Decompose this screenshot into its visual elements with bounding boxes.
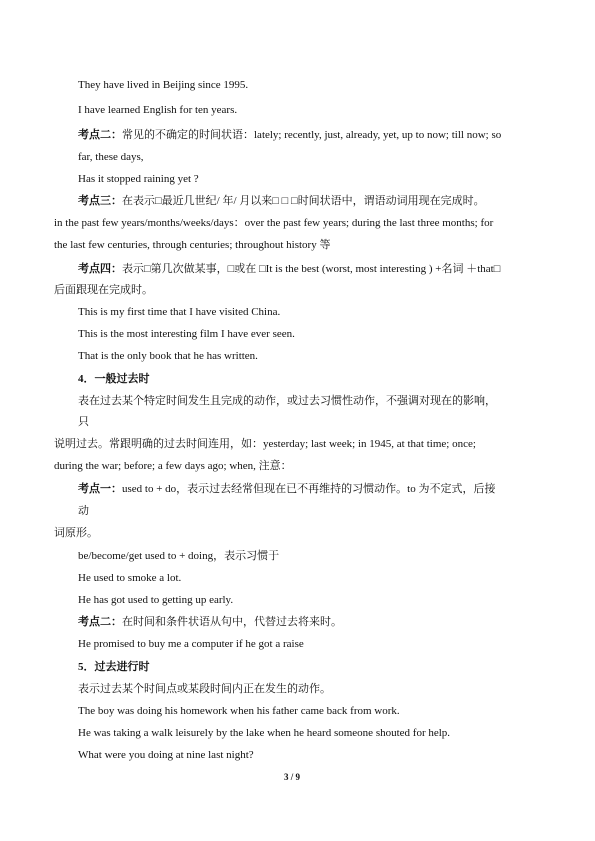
- line-text: in the past few years/months/weeks/days：over the past few years; during the last three months; for: [54, 217, 494, 229]
- line-text: They have lived in Beijing since 1995.: [78, 79, 249, 91]
- line-text: 说明过去。常跟明确的过去时间连用，如：yesterday; last week; in 1945, at that time; once;: [54, 438, 476, 450]
- text-line: [54, 437, 476, 451]
- text-line: [78, 482, 495, 496]
- line-text: be/become/get used to + doing，表示习惯于: [78, 550, 280, 562]
- line-text: 后面跟现在完成时。: [54, 284, 153, 296]
- text-line: [78, 262, 500, 276]
- text-line: [78, 704, 400, 718]
- text-line: [54, 526, 98, 540]
- line-text: This is the most interesting film I have ever seen.: [78, 328, 295, 340]
- text-line: [78, 327, 295, 341]
- text-line: [78, 349, 258, 363]
- line-text: 在表示□最近几世纪/ 年/ 月以来□ □ □时间状语中，谓语动词用现在完成时。: [122, 195, 485, 207]
- line-text: The boy was doing his homework when his father came back from work.: [78, 705, 400, 717]
- text-line: [78, 78, 248, 92]
- text-line: [78, 615, 342, 629]
- text-line: [78, 748, 254, 762]
- section-heading: 5．过去进行时: [78, 661, 150, 673]
- text-line: [78, 172, 199, 186]
- line-text: He promised to buy me a computer if he got a raise: [78, 638, 304, 650]
- text-line: [78, 305, 280, 319]
- line-text: That is the only book that he has written.: [78, 350, 258, 362]
- text-line: [78, 549, 279, 563]
- text-line: [78, 504, 89, 518]
- line-text: 表在过去某个特定时间发生且完成的动作，或过去习惯性动作，不强调对现在的影响，: [78, 395, 496, 407]
- line-text: during the war; before; a few days ago; when, 注意：: [54, 460, 292, 472]
- line-text: far, these days,: [78, 151, 144, 163]
- text-line: [78, 571, 181, 585]
- line-text: 表示□第几次做某事，□或在 □It is the best (worst, most interesting ) +名词 ＋that□: [122, 263, 501, 275]
- line-text: used to + do，表示过去经常但现在已不再维持的习惯动作。to 为不定式，后接: [122, 483, 496, 495]
- line-text: 动: [78, 505, 89, 517]
- line-text: the last few centuries, through centuries; throughout history 等: [54, 239, 331, 251]
- line-text: What were you doing at nine last night?: [78, 749, 254, 761]
- text-line: [78, 128, 501, 142]
- line-text: 只: [78, 416, 89, 428]
- line-text: He has got used to getting up early.: [78, 594, 234, 606]
- text-line: [78, 150, 144, 164]
- text-line: [54, 283, 153, 297]
- section-heading: 4．一般过去时: [78, 373, 150, 385]
- key-point-label: 考点二：: [78, 129, 122, 141]
- text-line: [78, 415, 89, 429]
- line-text: This is my first time that I have visited China.: [78, 306, 281, 318]
- line-text: 常见的不确定的时间状语：lately; recently, just, already, yet, up to now; till now; so: [122, 129, 502, 141]
- text-line: [78, 682, 331, 696]
- text-line: [54, 238, 330, 252]
- text-line: [54, 459, 292, 473]
- key-point-label: 考点一：: [78, 483, 122, 495]
- line-text: He used to smoke a lot.: [78, 572, 182, 584]
- text-line: [78, 194, 485, 208]
- text-line: [78, 637, 304, 651]
- line-text: 在时间和条件状语从句中，代替过去将来时。: [122, 616, 342, 628]
- line-text: I have learned English for ten years.: [78, 104, 238, 116]
- text-line: [78, 593, 233, 607]
- line-text: Has it stopped raining yet ?: [78, 173, 199, 185]
- line-text: 词原形。: [54, 527, 98, 539]
- text-line: [54, 216, 493, 230]
- line-text: He was taking a walk leisurely by the lake when he heard someone shouted for help.: [78, 727, 451, 739]
- page-number: 3 / 9: [284, 772, 301, 782]
- key-point-label: 考点二：: [78, 616, 122, 628]
- key-point-label: 考点四：: [78, 263, 122, 275]
- key-point-label: 考点三：: [78, 195, 122, 207]
- line-text: 表示过去某个时间点或某段时间内正在发生的动作。: [78, 683, 331, 695]
- text-line: [78, 394, 496, 408]
- text-line: [78, 103, 237, 117]
- text-line: [78, 726, 450, 740]
